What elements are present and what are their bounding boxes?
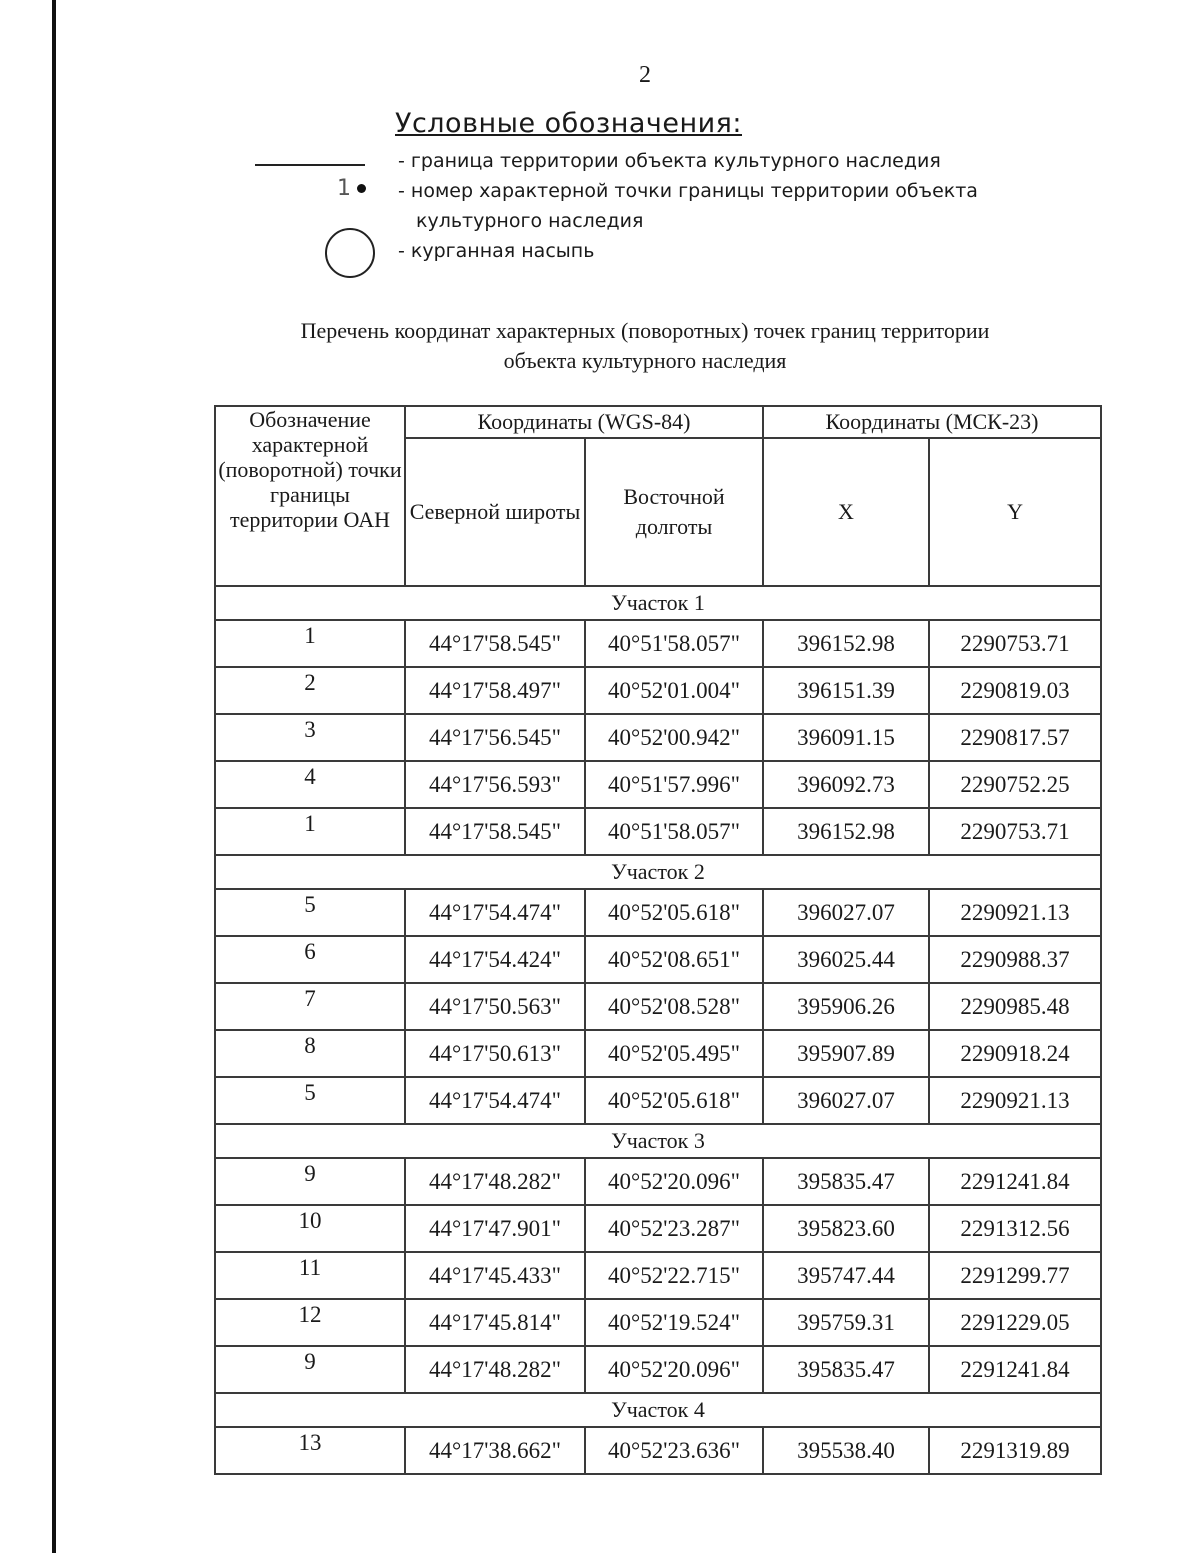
section-title: Участок 2	[215, 855, 1101, 889]
section-title: Участок 1	[215, 586, 1101, 620]
x-cell: 396025.44	[763, 936, 929, 983]
point-number-cell: 9	[215, 1158, 405, 1205]
x-cell: 396152.98	[763, 808, 929, 855]
section-row	[215, 586, 1101, 620]
section-row	[215, 855, 1101, 889]
point-number-cell: 13	[215, 1427, 405, 1474]
section-row	[215, 1124, 1101, 1158]
latitude-cell: 44°17'54.424"	[405, 936, 585, 983]
longitude-cell: 40°52'00.942"	[585, 714, 763, 761]
table-caption-line1: Перечень координат характерных (поворотных) точек границ территории	[300, 318, 990, 343]
longitude-cell: 40°51'58.057"	[585, 808, 763, 855]
x-cell: 395907.89	[763, 1030, 929, 1077]
longitude-cell: 40°51'57.996"	[585, 761, 763, 808]
header-x: X	[763, 438, 929, 586]
y-cell: 2290921.13	[929, 1077, 1101, 1124]
table-row	[215, 1252, 1101, 1299]
longitude-cell: 40°51'58.057"	[585, 620, 763, 667]
x-cell: 396091.15	[763, 714, 929, 761]
table-row	[215, 714, 1101, 761]
latitude-cell: 44°17'38.662"	[405, 1427, 585, 1474]
x-cell: 395759.31	[763, 1299, 929, 1346]
point-number-cell: 2	[215, 667, 405, 714]
y-cell: 2290817.57	[929, 714, 1101, 761]
table-row	[215, 1346, 1101, 1393]
point-number-cell: 5	[215, 889, 405, 936]
x-cell: 396151.39	[763, 667, 929, 714]
legend-point-text: - номер характерной точки границы территории объекта	[398, 180, 978, 202]
table-caption	[200, 316, 1090, 376]
latitude-cell: 44°17'56.593"	[405, 761, 585, 808]
header-y: Y	[929, 438, 1101, 586]
table-row	[215, 620, 1101, 667]
y-cell: 2291229.05	[929, 1299, 1101, 1346]
header-latitude: Северной широты	[405, 438, 585, 586]
latitude-cell: 44°17'58.545"	[405, 620, 585, 667]
y-cell: 2290752.25	[929, 761, 1101, 808]
table-row	[215, 808, 1101, 855]
table-row	[215, 889, 1101, 936]
mound-circle-icon	[325, 228, 375, 278]
table-row	[215, 983, 1101, 1030]
header-wgs84: Координаты (WGS-84)	[405, 406, 763, 438]
x-cell: 395835.47	[763, 1346, 929, 1393]
table-row	[215, 1077, 1101, 1124]
longitude-cell: 40°52'08.651"	[585, 936, 763, 983]
point-number-cell: 6	[215, 936, 405, 983]
point-number-cell: 12	[215, 1299, 405, 1346]
point-number-cell: 3	[215, 714, 405, 761]
longitude-cell: 40°52'05.618"	[585, 889, 763, 936]
point-number-cell: 1	[215, 620, 405, 667]
point-number-cell: 8	[215, 1030, 405, 1077]
point-number-cell: 4	[215, 761, 405, 808]
x-cell: 395538.40	[763, 1427, 929, 1474]
y-cell: 2290753.71	[929, 620, 1101, 667]
legend-point-text-cont: культурного наследия	[416, 210, 644, 232]
longitude-cell: 40°52'05.618"	[585, 1077, 763, 1124]
point-number-cell: 11	[215, 1252, 405, 1299]
latitude-cell: 44°17'54.474"	[405, 889, 585, 936]
point-number-symbol: 1	[337, 176, 351, 201]
table-row	[215, 1299, 1101, 1346]
y-cell: 2291312.56	[929, 1205, 1101, 1252]
latitude-cell: 44°17'48.282"	[405, 1158, 585, 1205]
longitude-cell: 40°52'08.528"	[585, 983, 763, 1030]
section-title: Участок 4	[215, 1393, 1101, 1427]
coordinates-table	[214, 405, 1102, 1475]
table-row	[215, 936, 1101, 983]
point-number-cell: 9	[215, 1346, 405, 1393]
latitude-cell: 44°17'58.545"	[405, 808, 585, 855]
latitude-cell: 44°17'48.282"	[405, 1346, 585, 1393]
y-cell: 2290988.37	[929, 936, 1101, 983]
page-number: 2	[639, 62, 651, 88]
header-msk23: Координаты (МСК-23)	[763, 406, 1101, 438]
point-number-cell: 1	[215, 808, 405, 855]
point-number-cell: 7	[215, 983, 405, 1030]
x-cell: 395747.44	[763, 1252, 929, 1299]
table-row	[215, 761, 1101, 808]
longitude-cell: 40°52'23.636"	[585, 1427, 763, 1474]
x-cell: 395835.47	[763, 1158, 929, 1205]
latitude-cell: 44°17'45.433"	[405, 1252, 585, 1299]
y-cell: 2290918.24	[929, 1030, 1101, 1077]
section-row	[215, 1393, 1101, 1427]
y-cell: 2291299.77	[929, 1252, 1101, 1299]
y-cell: 2290985.48	[929, 983, 1101, 1030]
latitude-cell: 44°17'58.497"	[405, 667, 585, 714]
coordinates-table-body	[215, 586, 1101, 1474]
table-caption-line2: объекта культурного наследия	[503, 348, 787, 373]
longitude-cell: 40°52'19.524"	[585, 1299, 763, 1346]
y-cell: 2291319.89	[929, 1427, 1101, 1474]
x-cell: 396092.73	[763, 761, 929, 808]
longitude-cell: 40°52'20.096"	[585, 1158, 763, 1205]
x-cell: 396027.07	[763, 889, 929, 936]
longitude-cell: 40°52'22.715"	[585, 1252, 763, 1299]
section-title: Участок 3	[215, 1124, 1101, 1158]
table-row	[215, 1205, 1101, 1252]
x-cell: 395823.60	[763, 1205, 929, 1252]
y-cell: 2291241.84	[929, 1346, 1101, 1393]
latitude-cell: 44°17'47.901"	[405, 1205, 585, 1252]
header-longitude: Восточной долготы	[585, 438, 763, 586]
page-left-border	[52, 0, 56, 1553]
point-number-cell: 10	[215, 1205, 405, 1252]
table-row	[215, 1158, 1101, 1205]
legend-title: Условные обозначения:	[395, 108, 742, 139]
boundary-line-symbol	[255, 164, 365, 166]
legend-mound-text: - курганная насыпь	[398, 240, 595, 262]
longitude-cell: 40°52'20.096"	[585, 1346, 763, 1393]
longitude-cell: 40°52'23.287"	[585, 1205, 763, 1252]
y-cell: 2290753.71	[929, 808, 1101, 855]
x-cell: 396152.98	[763, 620, 929, 667]
y-cell: 2291241.84	[929, 1158, 1101, 1205]
x-cell: 395906.26	[763, 983, 929, 1030]
y-cell: 2290819.03	[929, 667, 1101, 714]
latitude-cell: 44°17'50.613"	[405, 1030, 585, 1077]
table-row	[215, 1427, 1101, 1474]
x-cell: 396027.07	[763, 1077, 929, 1124]
longitude-cell: 40°52'05.495"	[585, 1030, 763, 1077]
point-number-cell: 5	[215, 1077, 405, 1124]
table-row	[215, 667, 1101, 714]
y-cell: 2290921.13	[929, 889, 1101, 936]
latitude-cell: 44°17'45.814"	[405, 1299, 585, 1346]
latitude-cell: 44°17'56.545"	[405, 714, 585, 761]
latitude-cell: 44°17'50.563"	[405, 983, 585, 1030]
table-row	[215, 1030, 1101, 1077]
longitude-cell: 40°52'01.004"	[585, 667, 763, 714]
point-dot-icon	[357, 184, 366, 193]
latitude-cell: 44°17'54.474"	[405, 1077, 585, 1124]
legend-boundary-text: - граница территории объекта культурного наследия	[398, 150, 941, 172]
header-point-designation: Обозначение характерной (поворотной) точки границы территории ОАН	[215, 406, 405, 586]
